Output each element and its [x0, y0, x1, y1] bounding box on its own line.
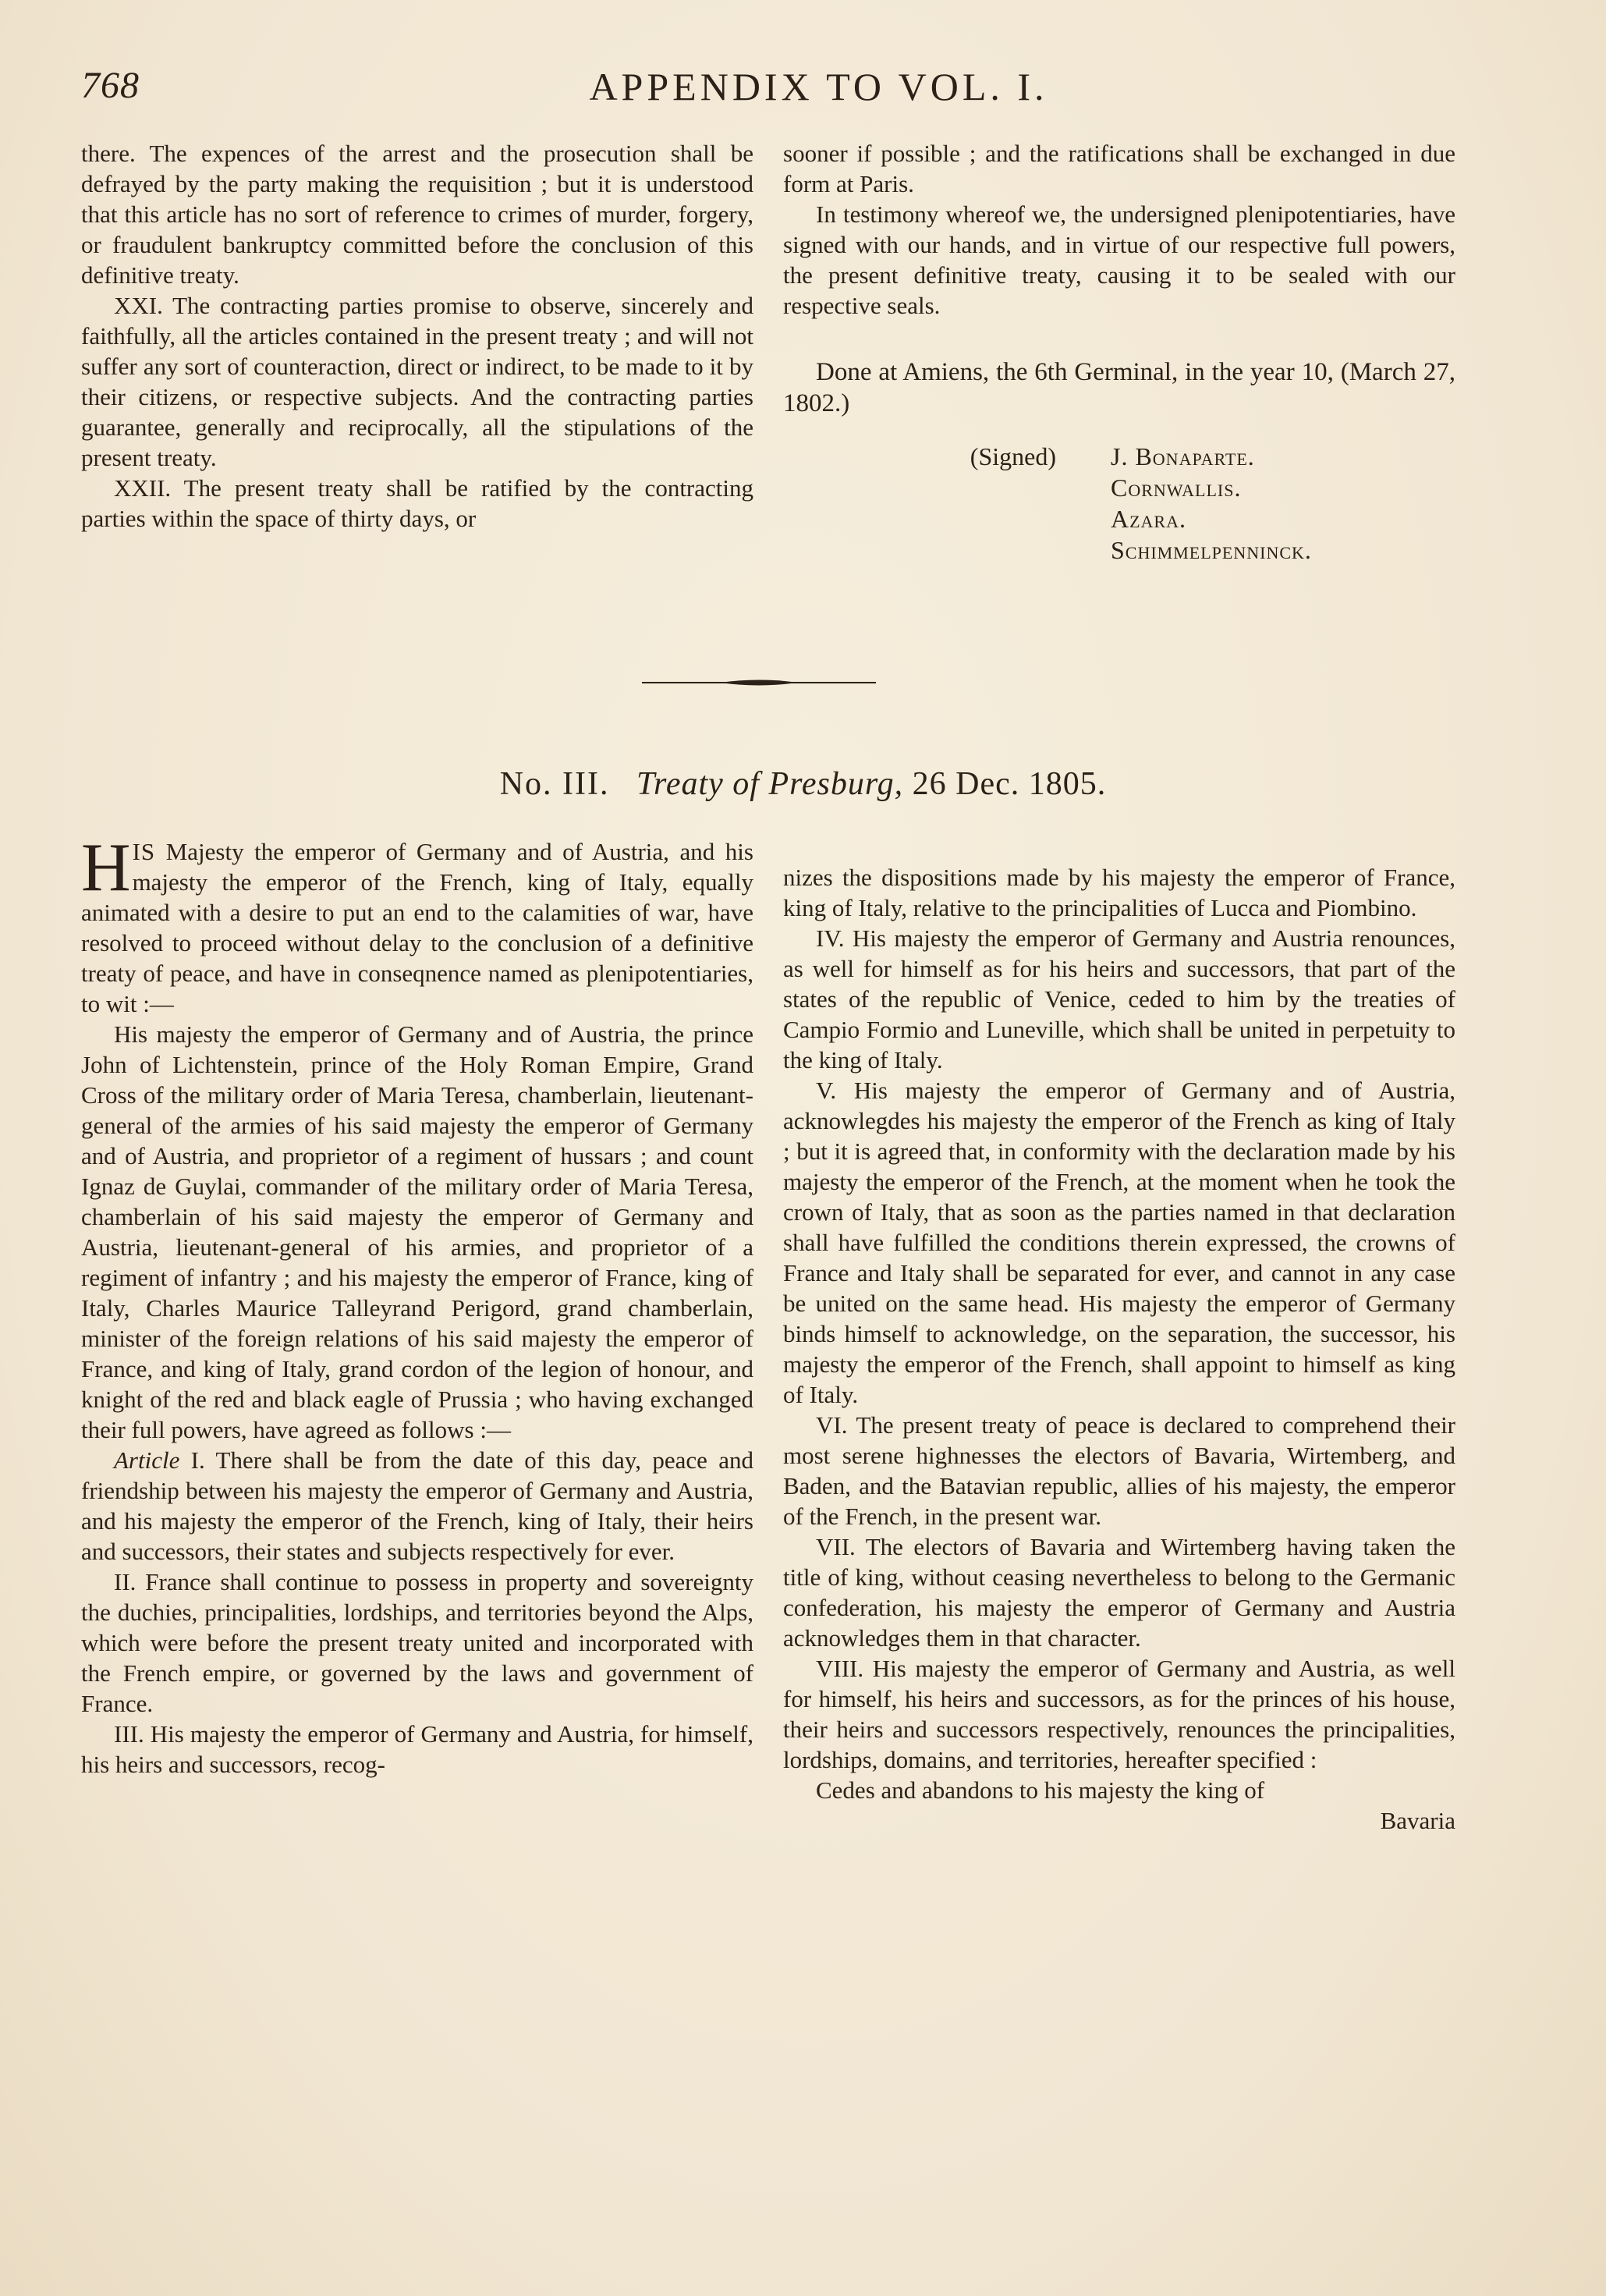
drop-cap: H [81, 830, 131, 906]
paragraph-continuation: there. The expences of the arrest and the prosecution shall be defrayed by the party making the requisition ; but it is understood that this article has no sort of reference to crimes of murder, forgery, or fraudulent bankruptcy committed before the conclusion of this definitive treaty. [81, 140, 753, 289]
plenipotentiaries-paragraph: His majesty the emperor of Germany and of Austria, the prince John of Lichtenstein, prince of the Holy Roman Empire, Grand Cross of the military order of Maria Teresa, chamberlain, lieutenant-general of the armies of his said majesty the emperor of Germany and of Austria, and proprietor of a regiment of hussars ; and count Ignaz de Guylai, commander of the military order of Maria Teresa, chamberlain of his said majesty the emperor of Germany and Austria, lieutenant-general of his armies, and proprietor of a regiment of infantry ; and his majesty the emperor of France, king of Italy, Charles Maurice Talleyrand Perigord, grand chamberlain, minister of the foreign relations of his said majesty the emperor of France, and king of Italy, grand cordon of the legion of honour, and knight of the red and black eagle of Prussia ; who having exchanged their full powers, have agreed as follows :— [81, 1020, 753, 1443]
signatory: J. Bonaparte. [1111, 442, 1255, 470]
section-date: 26 Dec. 1805. [912, 766, 1107, 802]
signed-label: (Signed) [970, 442, 1056, 470]
treaty-preamble [81, 830, 753, 1019]
article-iii: III. His majesty the emperor of Germany and Austria, for himself, his heirs and successors, recog- [81, 1720, 753, 1778]
page-number: 768 [81, 65, 140, 106]
paragraph-continuation: nizes the dispositions made by his majesty the emperor of France, king of Italy, relative to the principalities of Lucca and Piombino. [783, 864, 1455, 921]
ornamental-rule [642, 677, 876, 688]
article-iv: IV. His majesty the emperor of Germany and Austria renounces, as well for himself as for his heirs and successors, that part of the states of the republic of Venice, ceded to him by the treaties of Campio Formio and Luneville, which shall be united in perpetuity to the king of Italy. [783, 924, 1455, 1073]
done-at-line: Done at Amiens, the 6th Germinal, in the year 10, (March 27, 1802.) [783, 358, 1455, 417]
article-vi: VI. The present treaty of peace is declared to comprehend their most serene highnesses the electors of Bavaria, Wirtemberg, and Baden, and the Batavian republic, allies of his majesty, the emperor of the French, in the present war. [783, 1411, 1455, 1530]
top-right-column [783, 138, 1455, 566]
article-ii: II. France shall continue to possess in property and sovereignty the duchies, principalities, lordships, and territories beyond the Alps, which were before the present treaty united and incorporated with the French empire, or governed by the laws and government of France. [81, 1568, 753, 1717]
signature-block [783, 441, 1455, 566]
article-i [81, 1445, 753, 1567]
preamble-text: Majesty the emperor of Germany and of Austria, and his majesty the emperor of the French, king of Italy, equally animated with a desire to put an end to the calamities of war, have resolved to proceed without delay to the conclusion of a definitive treaty of peace, and have in conseqnence named as plenipotentiaries, to wit :— [81, 838, 753, 1017]
signatory-list [1111, 441, 1312, 566]
lead-smallcaps: IS [132, 838, 156, 865]
signatory: Schimmelpenninck. [1111, 536, 1312, 564]
cedes-paragraph: Cedes and abandons to his majesty the king of [816, 1776, 1265, 1804]
running-title: APPENDIX TO VOL. I. [589, 65, 1048, 108]
article-xxi: XXI. The contracting parties promise to observe, sincerely and faithfully, all the articles contained in the present treaty ; and will not suffer any sort of counteraction, direct or indirect, to be made to it by their citizens, or respective subjects. And the contracting parties guarantee, generally and reciprocally, all the stipulations of the present treaty. [81, 292, 753, 471]
article-viii: VIII. His majesty the emperor of Germany and Austria, as well for himself, his heirs and successors, as for the princes of his house, their heirs and successors respectively, renounces the principalities, lordships, domains, and territories, hereafter specified : [783, 1655, 1455, 1773]
signatory: Cornwallis. [1111, 474, 1242, 502]
article-xxii: XXII. The present treaty shall be ratified by the contracting parties within the space of thirty days, or [81, 474, 753, 532]
signatory: Azara. [1111, 505, 1186, 533]
article-label: Article [114, 1446, 180, 1474]
bottom-left-column [81, 830, 753, 1780]
article-i-text: I. There shall be from the date of this day, peace and friendship between his majesty the emperor of Germany and Austria, and his majesty the emperor of the French, king of Italy, their heirs and successors, their states and subjects respectively for ever. [81, 1446, 753, 1565]
article-vii: VII. The electors of Bavaria and Wirtemberg having taken the title of king, without ceasing nevertheless to belong to the Germanic confederation, his majesty the emperor of Germany and Austria acknowledges them in that character. [783, 1533, 1455, 1652]
catchword: Bavaria [1380, 1807, 1455, 1834]
top-left-column [81, 138, 753, 534]
section-number: No. III. [499, 766, 610, 802]
article-v: V. His majesty the emperor of Germany and of Austria, acknowlegdes his majesty the emperor of the French as king of Italy ; but it is agreed that, in conformity with the declaration made by his majesty the emperor of the French, at the moment when he took the crown of Italy, that as soon as the parties named in that declaration shall have fulfilled the conditions therein expressed, the crowns of France and Italy shall be separated for ever, and cannot in any case be united on the same head. His majesty the emperor of Germany binds himself to acknowledge, on the separation, the successor, his majesty the emperor of the French, shall appoint to himself as king of Italy. [783, 1077, 1455, 1408]
section-heading [0, 765, 1606, 803]
testimony-paragraph: In testimony whereof we, the undersigned plenipotentiaries, have signed with our hands, and in virtue of our respective full powers, the present definitive treaty, causing it to be sealed with our respective seals. [783, 201, 1455, 319]
paragraph-continuation: sooner if possible ; and the ratifications shall be exchanged in due form at Paris. [783, 140, 1455, 197]
bottom-right-column [783, 862, 1455, 1836]
section-title: Treaty of Presburg, [636, 766, 904, 802]
